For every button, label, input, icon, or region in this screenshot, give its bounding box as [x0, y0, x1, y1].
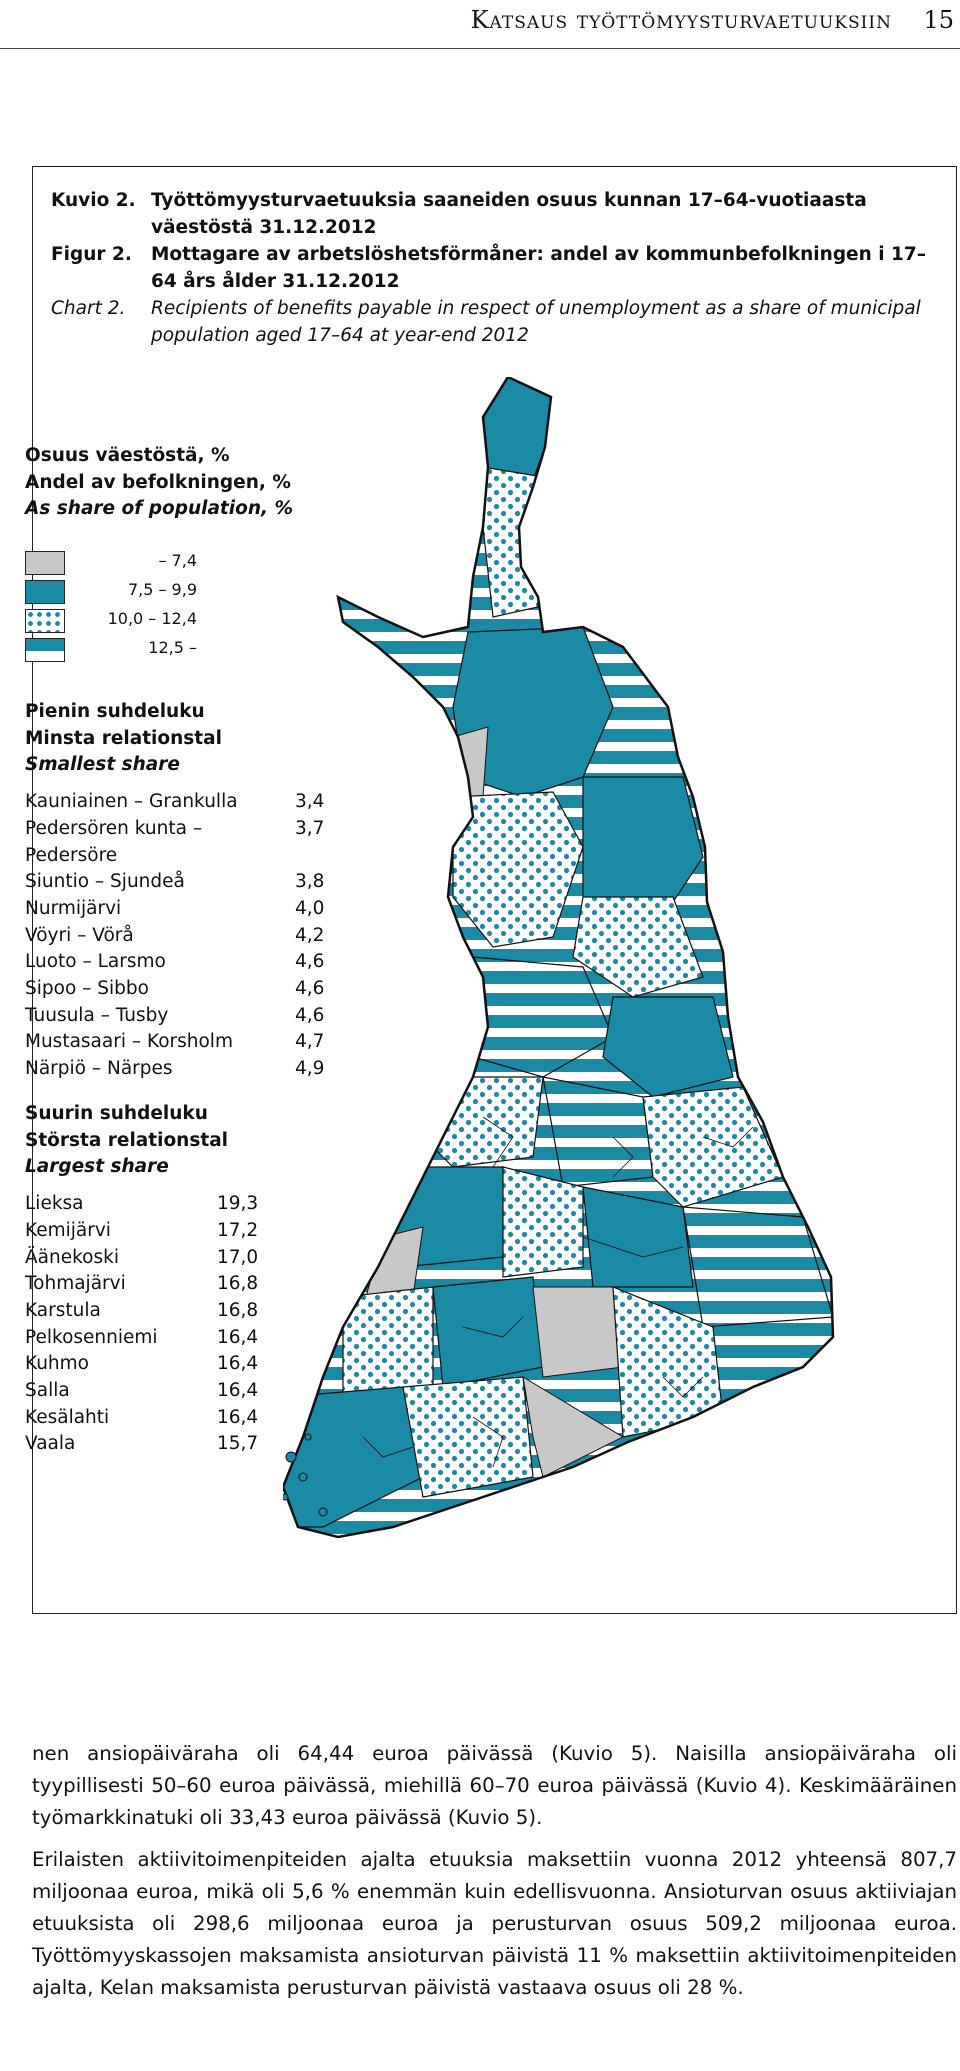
share-value: 16,4	[217, 1406, 259, 1428]
share-value: 19,3	[217, 1193, 259, 1215]
largest-title-sv: Största relationstal	[25, 1129, 229, 1151]
share-value: 17,2	[217, 1219, 259, 1241]
smallest-share-table	[25, 699, 324, 1083]
share-value: 16,8	[217, 1273, 259, 1295]
legend-title-fi: Osuus väestöstä, %	[25, 445, 230, 466]
table-row	[25, 816, 324, 869]
caption-en	[51, 295, 931, 349]
finland-municipality-map	[283, 377, 923, 1567]
share-value: 4,6	[295, 951, 325, 973]
caption-sv-text: Mottagare av arbetslöshetsförmåner: andel av kommunbefolkningen i 17–64 års ålder 31.12.2012	[151, 244, 926, 292]
caption-sv-label: Figur 2.	[51, 244, 132, 265]
table-row	[25, 1298, 258, 1325]
body-text	[32, 1738, 957, 2014]
share-value: 16,4	[217, 1326, 259, 1348]
legend-title-en: As share of population, %	[25, 498, 294, 520]
page-number: 15	[923, 6, 954, 34]
smallest-title-sv: Minsta relationstal	[25, 727, 222, 749]
figure-box	[25, 166, 957, 1614]
table-row	[25, 1325, 258, 1352]
legend-range-label: 12,5 –	[148, 638, 197, 657]
municipality-name: Tohmajärvi	[25, 1273, 126, 1295]
share-value: 4,9	[295, 1058, 325, 1080]
legend-title	[25, 443, 293, 523]
legend-range-label: 7,5 – 9,9	[127, 580, 197, 599]
largest-title-fi: Suurin suhdeluku	[25, 1103, 208, 1124]
municipality-name: Äänekoski	[25, 1246, 119, 1268]
body-paragraph-1: nen ansiopäiväraha oli 64,44 euroa päivässä (Kuvio 5). Naisilla ansiopäiväraha oli tyypillisesti 50–60 euroa päivässä, miehillä 60–70 euroa päivässä (Kuvio 4). Keskimääräinen työmarkkinatuki oli 33,43 euroa päivässä (Kuvio 5).	[32, 1742, 957, 1829]
share-value: 3,7	[295, 817, 325, 839]
header-rule	[0, 48, 960, 49]
municipality-name: Kesälahti	[25, 1406, 110, 1428]
table-row	[25, 789, 324, 816]
legend-range-label: – 7,4	[158, 551, 197, 570]
table-row	[25, 869, 324, 896]
legend-swatch-stripes	[25, 638, 65, 662]
table-row	[25, 1029, 324, 1056]
share-value: 15,7	[217, 1433, 259, 1455]
share-value: 4,6	[295, 1004, 325, 1026]
municipality-name: Siuntio – Sjundeå	[25, 871, 185, 893]
caption-en-text: Recipients of benefits payable in respect of unemployment as a share of municipal population aged 17–64 at year-end 2012	[151, 298, 921, 346]
caption-fi-label: Kuvio 2.	[51, 190, 136, 211]
table-row	[25, 1218, 258, 1245]
share-value: 16,4	[217, 1380, 259, 1402]
table-row	[25, 976, 324, 1003]
legend-swatch-gray	[25, 551, 65, 575]
municipality-name: Tuusula – Tusby	[25, 1004, 169, 1026]
table-row	[25, 1405, 258, 1432]
body-paragraph-2: Erilaisten aktiivitoimenpiteiden ajalta etuuksia maksettiin vuonna 2012 yhteensä 807,7 miljoonaa euroa, mikä oli 5,6 % enemmän kuin edellisvuonna. Ansioturvan osuus aktiiviajan etuuksista oli 298,6 miljoonaa euroa ja perusturvan osuus 509,2 miljoonaa euroa. Työttömyyskassojen maksamista ansioturvan päivistä 11 % maksettiin aktiivitoimenpiteiden ajalta, Kelan maksamista perusturvan päivistä vastaava osuus oli 28 %.	[32, 1848, 957, 1999]
share-value: 3,4	[295, 791, 325, 813]
caption-fi-text: Työttömyysturvaetuuksia saaneiden osuus kunnan 17–64-vuotiaasta väestöstä 31.12.2012	[151, 190, 867, 238]
legend-swatch-solid	[25, 580, 65, 604]
municipality-name: Luoto – Larsmo	[25, 951, 166, 973]
municipality-name: Lieksa	[25, 1193, 84, 1215]
caption-en-label: Chart 2.	[51, 298, 126, 319]
table-row	[25, 1245, 258, 1272]
share-value: 3,8	[295, 871, 325, 893]
legend-swatch-dots	[25, 609, 65, 633]
table-row	[25, 1351, 258, 1378]
legend-title-sv: Andel av befolkningen, %	[25, 471, 291, 493]
municipality-name: Salla	[25, 1380, 70, 1402]
municipality-name: Vöyri – Vörå	[25, 924, 134, 946]
caption-fi	[51, 187, 931, 241]
municipality-name: Mustasaari – Korsholm	[25, 1031, 233, 1053]
map-regions	[283, 377, 923, 1567]
largest-title-en: Largest share	[25, 1156, 169, 1178]
table-row	[25, 1271, 258, 1298]
table-row	[25, 1431, 258, 1458]
table-row	[25, 896, 324, 923]
share-value: 16,4	[217, 1353, 259, 1375]
figure-caption	[51, 187, 931, 349]
municipality-name: Kemijärvi	[25, 1219, 111, 1241]
table-row	[25, 923, 324, 950]
legend-range-label: 10,0 – 12,4	[107, 609, 197, 628]
municipality-name: Pelkosenniemi	[25, 1326, 158, 1348]
running-title: Katsaus työttömyysturvaetuuksiin	[470, 6, 892, 34]
share-value: 17,0	[217, 1246, 259, 1268]
largest-share-table	[25, 1101, 258, 1458]
page-header	[0, 0, 960, 40]
table-row	[25, 1191, 258, 1218]
table-row	[25, 949, 324, 976]
municipality-name: Sipoo – Sibbo	[25, 978, 149, 1000]
municipality-name: Pedersören kunta – Pedersöre	[25, 817, 203, 866]
caption-sv	[51, 241, 931, 295]
share-value: 4,2	[295, 924, 325, 946]
share-value: 4,7	[295, 1031, 325, 1053]
municipality-name: Karstula	[25, 1299, 101, 1321]
municipality-name: Kauniainen – Grankulla	[25, 791, 238, 813]
municipality-name: Nurmijärvi	[25, 897, 122, 919]
table-row	[25, 1003, 324, 1030]
share-value: 16,8	[217, 1299, 259, 1321]
municipality-name: Närpiö – Närpes	[25, 1058, 173, 1080]
table-row	[25, 1378, 258, 1405]
smallest-title-en: Smallest share	[25, 754, 180, 776]
municipality-name: Vaala	[25, 1433, 76, 1455]
share-value: 4,6	[295, 978, 325, 1000]
smallest-title-fi: Pienin suhdeluku	[25, 701, 205, 722]
table-row	[25, 1056, 324, 1083]
municipality-name: Kuhmo	[25, 1353, 90, 1375]
share-value: 4,0	[295, 897, 325, 919]
